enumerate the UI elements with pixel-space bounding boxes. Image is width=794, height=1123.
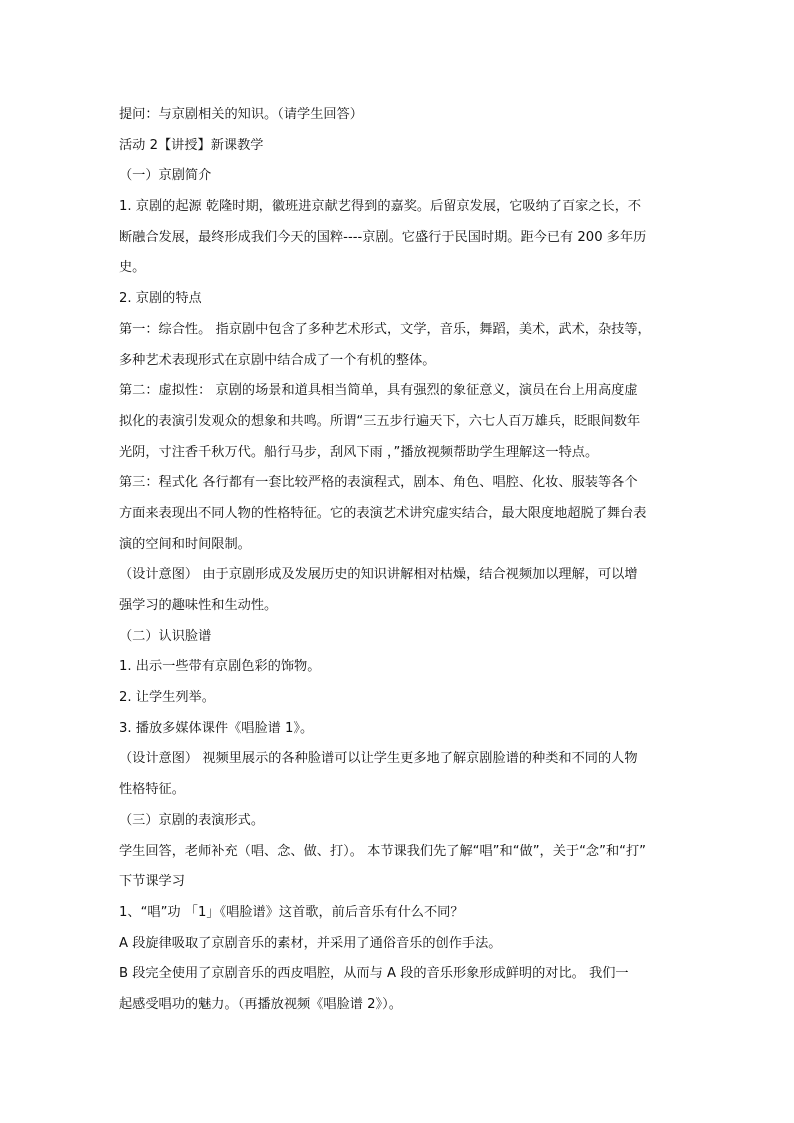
text-line: 性格特征。 (119, 782, 185, 798)
document-body (119, 100, 679, 1021)
text-line: 强学习的趣味性和生动性。 (119, 598, 278, 613)
text-line: 提问：与京剧相关的知识。（请学生回答） (119, 107, 363, 122)
text-line: （设计意图） 视频里展示的各种脸谱可以让学生更多地了解京剧脸谱的种类和不同的人物 (119, 751, 638, 767)
text-line: 演的空间和时间限制。 (119, 536, 251, 552)
text-line: 方面来表现出不同人物的性格特征。它的表演艺术讲究虚实结合，最大限度地超脱了舞台表 (119, 505, 647, 521)
text-line: A 段旋律吸取了京剧音乐的素材，并采用了通俗音乐的创作手法。 (119, 935, 502, 951)
text-line: 史。 (119, 260, 146, 276)
text-line: 断融合发展，最终形成我们今天的国粹----京剧。它盛行于民国时期。距今已有 200 多年历 (119, 229, 647, 245)
text-line: （设计意图） 由于京剧形成及发展历史的知识讲解相对枯燥，结合视频加以理解，可以增 (119, 567, 638, 583)
text-line: 2. 让学生列举。 (119, 690, 215, 706)
text-line: 1. 京剧的起源 乾隆时期，徽班进京献艺得到的嘉奖。后留京发展，它吸纳了百家之长，不 (119, 199, 642, 215)
text-line: 起感受唱功的魅力。（再播放视频《唱脸谱 2》）。 (119, 996, 402, 1012)
section-heading: （三）京剧的表演形式。 (119, 812, 265, 828)
text-line: 第二：虚拟性： 京剧的场景和道具相当简单，具有强烈的象征意义，演员在台上用高度虚 (119, 383, 638, 399)
text-line: 2. 京剧的特点 (119, 291, 202, 307)
text-line: B 段完全使用了京剧音乐的西皮唱腔，从而与 A 段的音乐形象形成鲜明的对比。 我们一 (119, 966, 629, 982)
section-heading: （一）京剧简介 (119, 168, 212, 184)
text-line: 光阴，寸注香千秋万代。船行马步，刮风下雨 ，”播放视频帮助学生理解这一特点。 (119, 444, 599, 460)
text-line: 多种艺术表现形式在京剧中结合成了一个有机的整体。 (119, 352, 436, 368)
text-line: 1、“唱”功 「1」《唱脸谱》这首歌，前后音乐有什么不同？ (119, 904, 464, 920)
text-line: 拟化的表演引发观众的想象和共鸣。所谓“三五步行遍天下，六七人百万雄兵，眨眼间数年 (119, 413, 641, 429)
text-line: 第三：程式化 各行都有一套比较严格的表演程式，剧本、角色、唱腔、化妆、服装等各个 (119, 475, 638, 491)
text-line: 1. 出示一些带有京剧色彩的饰物。 (119, 659, 321, 675)
text-line: 第一：综合性。 指京剧中包含了多种艺术形式，文学，音乐，舞蹈，美术，武术，杂技等， (119, 321, 651, 337)
text-line: 学生回答，老师补充（唱、念、做、打）。 本节课我们先了解“唱”和“做”，关于“念”和“打” (119, 843, 646, 859)
text-line: 活动 2【讲授】新课教学 (119, 137, 264, 153)
text-line: 下节课学习 (119, 874, 185, 890)
section-heading: （二）认识脸谱 (119, 628, 212, 644)
text-line: 3. 播放多媒体课件《唱脸谱 1》。 (119, 720, 314, 736)
